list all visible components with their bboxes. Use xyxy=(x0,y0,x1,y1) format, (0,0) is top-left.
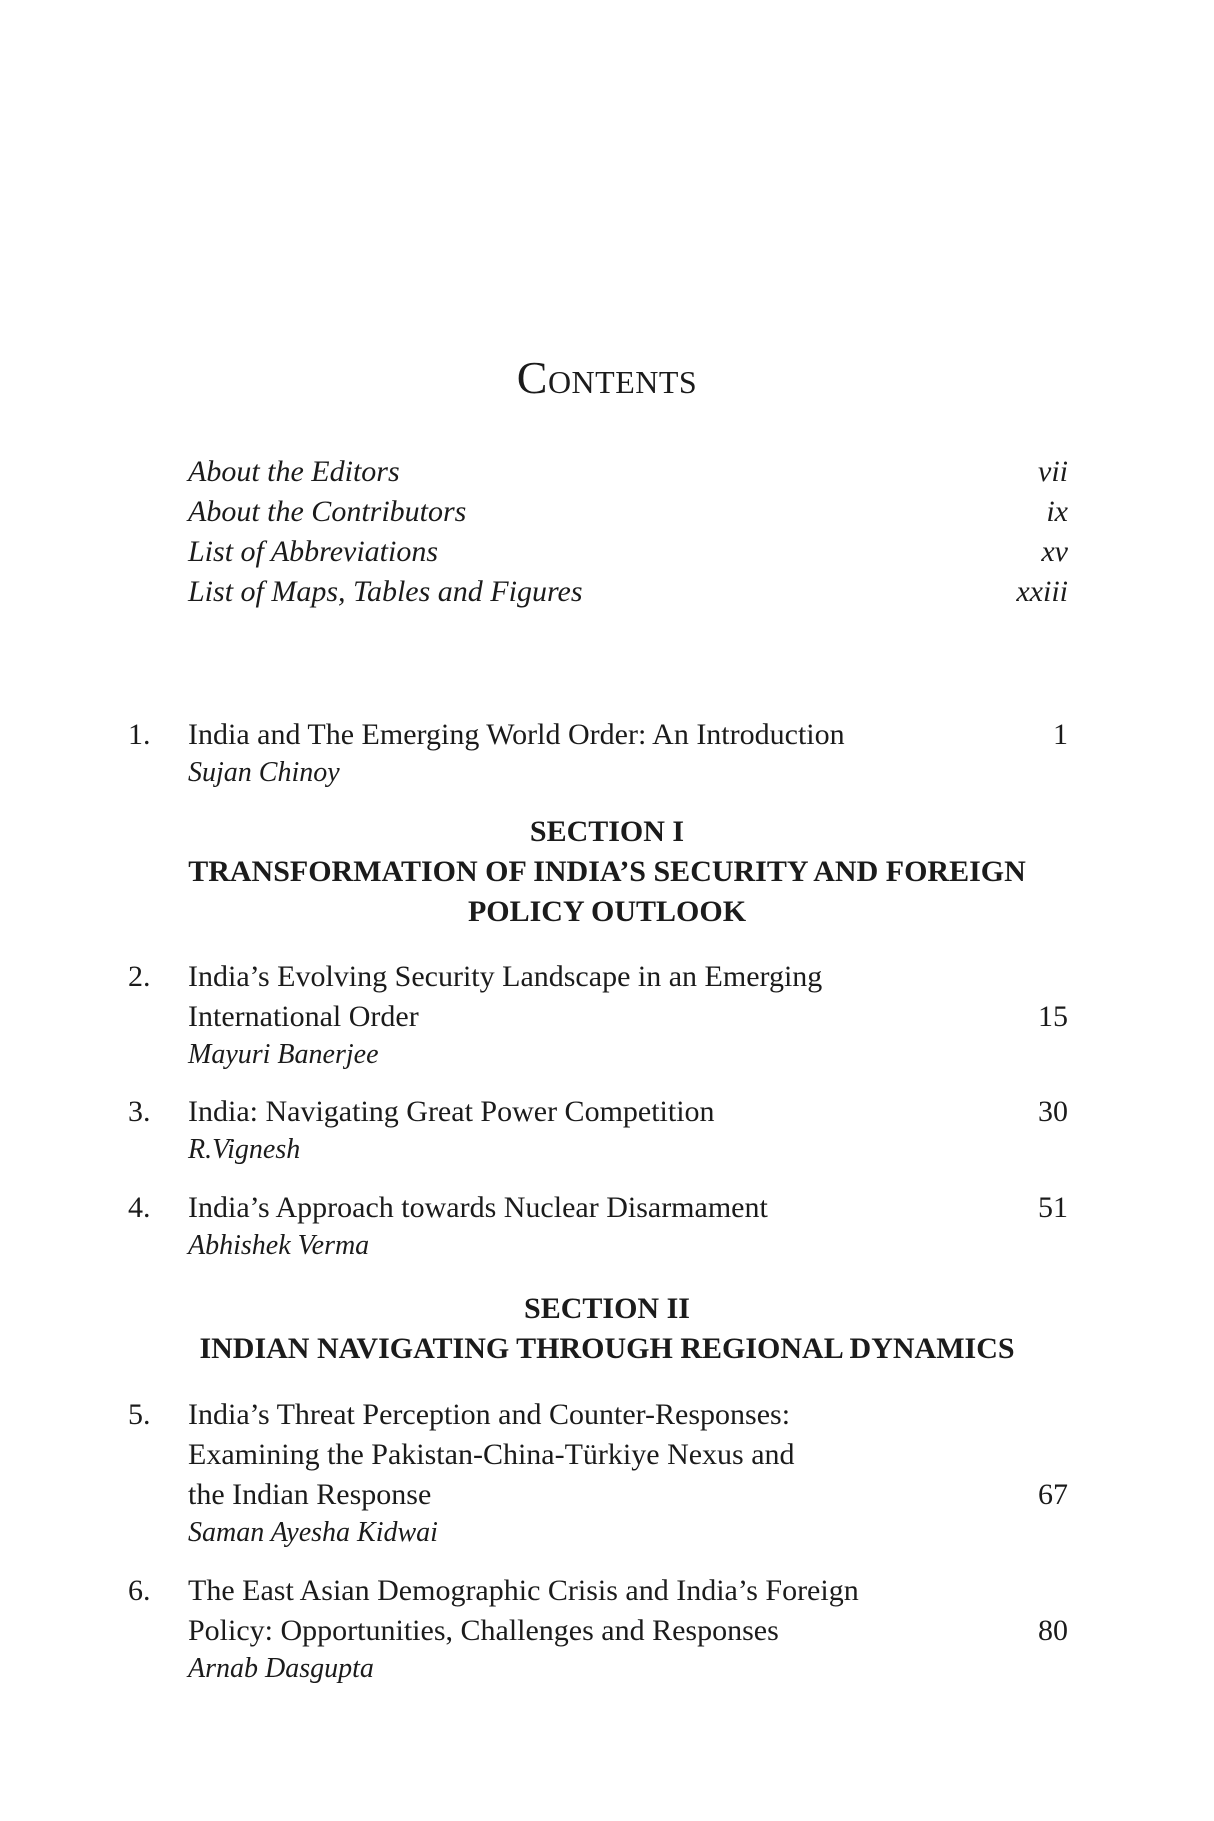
chapter-row xyxy=(0,1092,1214,1132)
chapter-number: 2. xyxy=(128,960,151,993)
chapter-page: 30 xyxy=(1038,1095,1068,1128)
chapter-row xyxy=(0,1395,1214,1435)
chapter-title: India’s Approach towards Nuclear Disarmament xyxy=(188,1191,768,1224)
chapter-title-continued: Policy: Opportunities, Challenges and Responses xyxy=(188,1614,779,1647)
toc-entry-page: xxiii xyxy=(1016,575,1068,608)
toc-entry xyxy=(0,572,1214,612)
toc-entry-title: About the Editors xyxy=(188,455,400,488)
chapter-entry-5 xyxy=(0,1395,1214,1551)
chapter-row xyxy=(0,1435,1214,1475)
section-title: TRANSFORMATION OF INDIA’S SECURITY AND FOREIGN xyxy=(188,855,1026,888)
chapter-entry-6 xyxy=(0,1571,1214,1687)
toc-entry-page: vii xyxy=(1038,455,1068,488)
author-row xyxy=(0,755,1214,791)
chapter-page: 67 xyxy=(1038,1478,1068,1511)
chapter-author: Arnab Dasgupta xyxy=(188,1653,374,1684)
chapter-title-continued: the Indian Response xyxy=(188,1478,432,1511)
chapter-title: India: Navigating Great Power Competition xyxy=(188,1095,715,1128)
chapter-page: 51 xyxy=(1038,1191,1068,1224)
toc-entry-title: List of Abbreviations xyxy=(188,535,439,568)
chapter-author: Sujan Chinoy xyxy=(188,757,340,788)
chapter-row xyxy=(0,1475,1214,1515)
front-matter-list xyxy=(0,452,1214,612)
chapter-row xyxy=(0,1188,1214,1228)
chapter-row xyxy=(0,1571,1214,1611)
toc-entry xyxy=(0,452,1214,492)
chapter-title: The East Asian Demographic Crisis and India’s Foreign xyxy=(188,1574,859,1607)
chapter-page: 1 xyxy=(1053,718,1068,751)
chapter-entry-4 xyxy=(0,1188,1214,1264)
author-row xyxy=(0,1132,1214,1168)
author-row xyxy=(0,1651,1214,1687)
chapter-author: R.Vignesh xyxy=(188,1134,301,1165)
chapter-number: 4. xyxy=(128,1191,151,1224)
chapter-title-continued: Examining the Pakistan-China-Türkiye Nexus and xyxy=(188,1438,795,1471)
section-title: INDIAN NAVIGATING THROUGH REGIONAL DYNAMICS xyxy=(199,1332,1015,1365)
chapter-entry-1 xyxy=(0,715,1214,791)
chapter-page: 80 xyxy=(1038,1614,1068,1647)
chapter-author: Mayuri Banerjee xyxy=(188,1039,379,1070)
author-row xyxy=(0,1515,1214,1551)
toc-entry-title: About the Contributors xyxy=(188,495,467,528)
chapter-number: 6. xyxy=(128,1574,151,1607)
chapter-title: India and The Emerging World Order: An Introduction xyxy=(188,718,845,751)
section-title: POLICY OUTLOOK xyxy=(467,895,747,928)
chapter-author: Saman Ayesha Kidwai xyxy=(188,1517,438,1548)
chapter-number: 5. xyxy=(128,1398,151,1431)
toc-entry-page: xv xyxy=(1041,535,1068,568)
chapter-author: Abhishek Verma xyxy=(188,1230,370,1261)
author-row xyxy=(0,1037,1214,1073)
chapter-number: 3. xyxy=(128,1095,151,1128)
author-row xyxy=(0,1228,1214,1264)
toc-entry xyxy=(0,532,1214,572)
chapter-page: 15 xyxy=(1038,1000,1068,1033)
chapter-row xyxy=(0,715,1214,755)
chapter-row xyxy=(0,1611,1214,1651)
chapter-row xyxy=(0,957,1214,997)
toc-entry-page: ix xyxy=(1046,495,1068,528)
chapter-entry-3 xyxy=(0,1092,1214,1168)
section-label: SECTION I xyxy=(529,815,685,848)
toc-entry xyxy=(0,492,1214,532)
chapter-title: India’s Threat Perception and Counter-Responses: xyxy=(188,1398,791,1431)
chapter-title-continued: International Order xyxy=(188,1000,419,1033)
section-label: SECTION II xyxy=(524,1292,690,1325)
chapter-entry-2 xyxy=(0,957,1214,1073)
toc-entry-title: List of Maps, Tables and Figures xyxy=(188,575,583,608)
chapter-row xyxy=(0,997,1214,1037)
chapter-title: India’s Evolving Security Landscape in an Emerging xyxy=(188,960,823,993)
page-title: Contents xyxy=(516,352,698,403)
chapter-number: 1. xyxy=(128,718,151,751)
